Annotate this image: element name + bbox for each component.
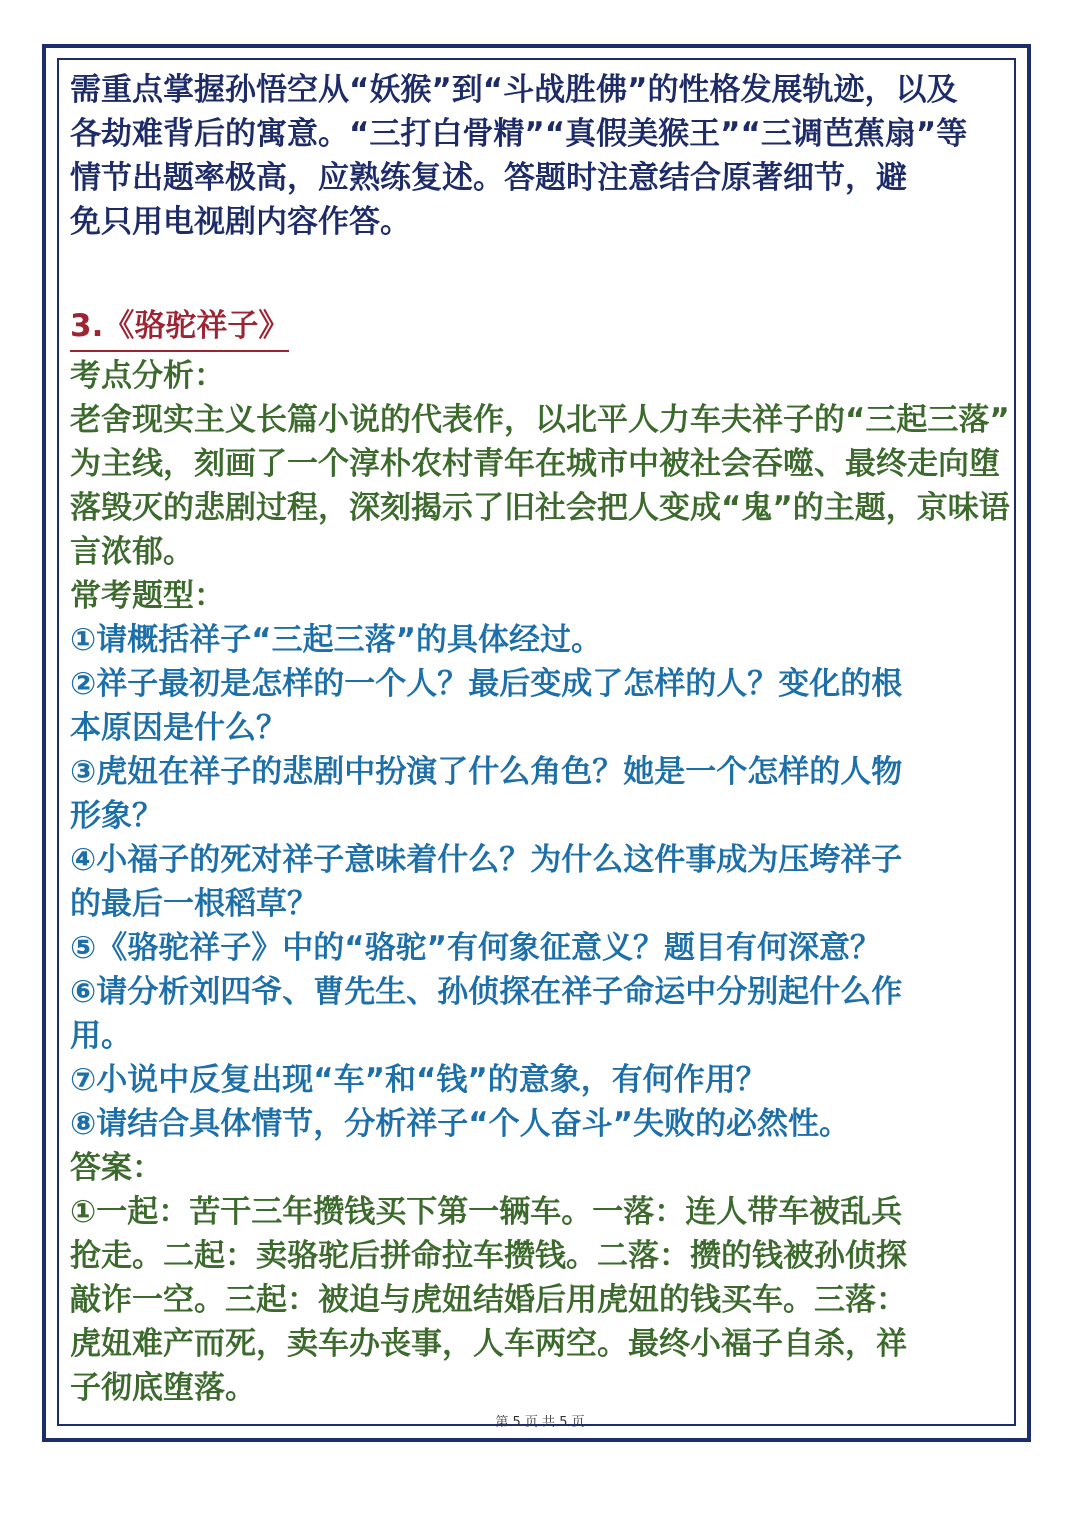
question-line: ⑥请分析刘四爷、曹先生、孙侦探在祥子命运中分别起什么作	[70, 974, 903, 1010]
analysis-line: 落毁灭的悲剧过程，深刻揭示了旧社会把人变成“鬼”的主题，京味语	[70, 490, 1010, 526]
analysis-line: 言浓郁。	[70, 534, 194, 570]
question-line: ⑤《骆驼祥子》中的“骆驼”有何象征意义？题目有何深意？	[70, 930, 881, 966]
question-line: 本原因是什么？	[70, 710, 287, 746]
answer-line: 敲诈一空。三起：被迫与虎妞结婚后用虎妞的钱买车。三落：	[70, 1282, 907, 1318]
answer-line: 虎妞难产而死，卖车办丧事，人车两空。最终小福子自杀，祥	[70, 1326, 907, 1362]
answer-line: ①一起：苦干三年攒钱买下第一辆车。一落：连人带车被乱兵	[70, 1194, 903, 1230]
analysis-line: 为主线，刻画了一个淳朴农村青年在城市中被社会吞噬、最终走向堕	[70, 446, 1000, 482]
questions-list	[70, 618, 1015, 1146]
questions-label: 常考题型：	[70, 578, 225, 614]
question-line: 用。	[70, 1018, 132, 1054]
analysis-line: 老舍现实主义长篇小说的代表作，以北平人力车夫祥子的“三起三落”	[70, 402, 1010, 438]
answer-line: 子彻底堕落。	[70, 1370, 256, 1406]
intro-line: 需重点掌握孙悟空从“妖猴”到“斗战胜佛”的性格发展轨迹，以及	[70, 72, 958, 108]
answer-line: 抢走。二起：卖骆驼后拼命拉车攒钱。二落：攒的钱被孙侦探	[70, 1238, 907, 1274]
question-line: 的最后一根稻草？	[70, 886, 318, 922]
question-line: ①请概括祥子“三起三落”的具体经过。	[70, 622, 602, 658]
question-line: ④小福子的死对祥子意味着什么？为什么这件事成为压垮祥子	[70, 842, 903, 878]
intro-line: 免只用电视剧内容作答。	[70, 204, 411, 240]
intro-paragraph	[70, 68, 1015, 244]
intro-line: 情节出题率极高，应熟练复述。答题时注意结合原著细节，避	[70, 160, 907, 196]
answers-paragraph	[70, 1190, 1015, 1410]
section-heading-row	[70, 304, 1015, 354]
paragraph-spacer	[70, 244, 1015, 304]
question-line: ③虎妞在祥子的悲剧中扮演了什么角色？她是一个怎样的人物	[70, 754, 903, 790]
section-title: 3.《骆驼祥子》	[70, 304, 289, 352]
analysis-paragraph	[70, 398, 1015, 574]
intro-line: 各劫难背后的寓意。“三打白骨精”“真假美猴王”“三调芭蕉扇”等	[70, 116, 968, 152]
question-line: ②祥子最初是怎样的一个人？最后变成了怎样的人？变化的根	[70, 666, 903, 702]
question-line: ⑦小说中反复出现“车”和“钱”的意象，有何作用？	[70, 1062, 767, 1098]
question-line: ⑧请结合具体情节，分析祥子“个人奋斗”失败的必然性。	[70, 1106, 850, 1142]
page-content	[70, 68, 1015, 1410]
page-footer: 第 5 页 共 5 页	[495, 1415, 585, 1430]
question-line: 形象？	[70, 798, 163, 834]
answers-label: 答案：	[70, 1150, 163, 1186]
analysis-label: 考点分析：	[70, 358, 225, 394]
